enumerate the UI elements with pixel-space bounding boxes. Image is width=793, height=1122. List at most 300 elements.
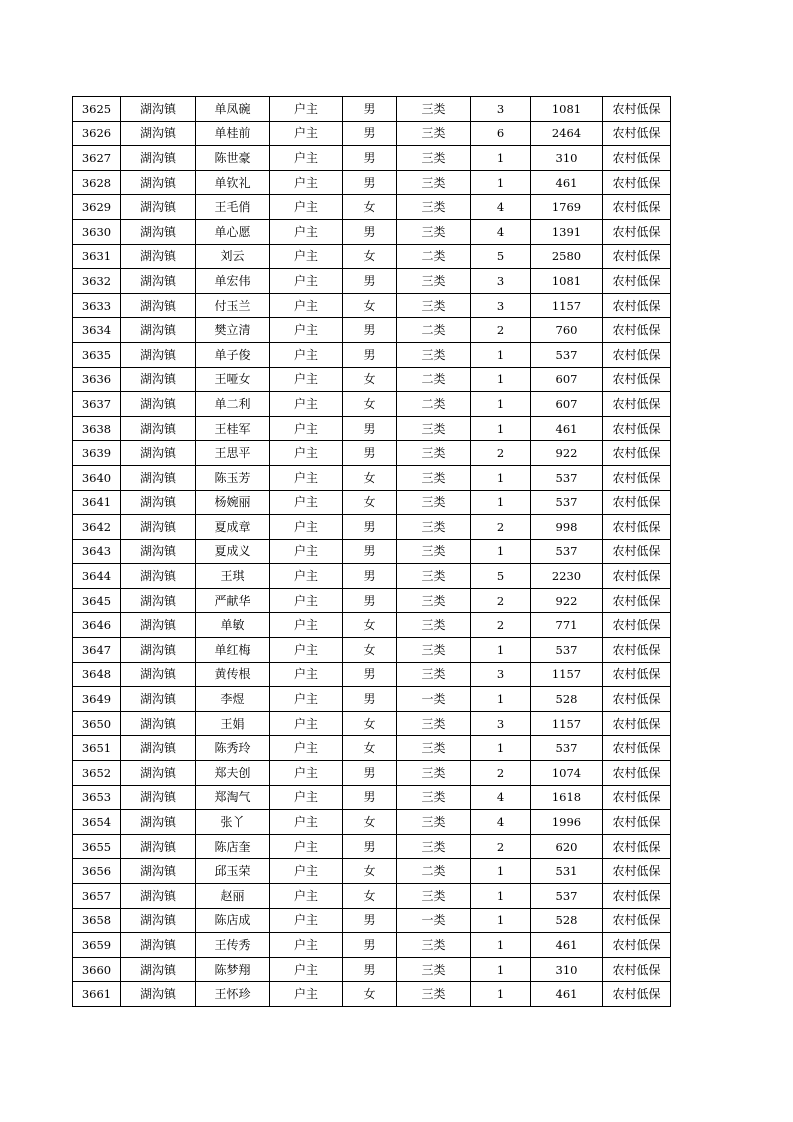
town-cell: 湖沟镇 <box>121 367 196 392</box>
amount-cell: 537 <box>531 490 603 515</box>
table-row <box>73 761 671 786</box>
gender-cell: 男 <box>343 687 397 712</box>
serial-number-cell: 3658 <box>73 908 121 933</box>
assistance-type-cell: 农村低保 <box>603 711 671 736</box>
household-size-cell: 1 <box>471 884 531 909</box>
household-size-cell: 5 <box>471 244 531 269</box>
assistance-type-cell: 农村低保 <box>603 195 671 220</box>
category-cell: 三类 <box>397 884 471 909</box>
gender-cell: 男 <box>343 342 397 367</box>
town-cell: 湖沟镇 <box>121 219 196 244</box>
assistance-type-cell: 农村低保 <box>603 490 671 515</box>
household-size-cell: 2 <box>471 441 531 466</box>
category-cell: 三类 <box>397 170 471 195</box>
household-size-cell: 1 <box>471 539 531 564</box>
name-cell: 郑淘气 <box>196 785 270 810</box>
assistance-type-cell: 农村低保 <box>603 441 671 466</box>
relation-cell: 户主 <box>270 982 343 1007</box>
amount-cell: 1081 <box>531 269 603 294</box>
town-cell: 湖沟镇 <box>121 146 196 171</box>
table-row <box>73 170 671 195</box>
serial-number-cell: 3657 <box>73 884 121 909</box>
amount-cell: 537 <box>531 539 603 564</box>
category-cell: 三类 <box>397 342 471 367</box>
town-cell: 湖沟镇 <box>121 416 196 441</box>
gender-cell: 女 <box>343 490 397 515</box>
assistance-type-cell: 农村低保 <box>603 146 671 171</box>
gender-cell: 男 <box>343 933 397 958</box>
amount-cell: 1618 <box>531 785 603 810</box>
assistance-type-cell: 农村低保 <box>603 269 671 294</box>
town-cell: 湖沟镇 <box>121 785 196 810</box>
assistance-type-cell: 农村低保 <box>603 539 671 564</box>
serial-number-cell: 3654 <box>73 810 121 835</box>
relation-cell: 户主 <box>270 957 343 982</box>
table-row <box>73 219 671 244</box>
town-cell: 湖沟镇 <box>121 884 196 909</box>
category-cell: 三类 <box>397 269 471 294</box>
relation-cell: 户主 <box>270 121 343 146</box>
household-size-cell: 1 <box>471 465 531 490</box>
household-size-cell: 2 <box>471 761 531 786</box>
amount-cell: 461 <box>531 982 603 1007</box>
serial-number-cell: 3655 <box>73 834 121 859</box>
category-cell: 三类 <box>397 416 471 441</box>
category-cell: 三类 <box>397 834 471 859</box>
category-cell: 三类 <box>397 490 471 515</box>
household-size-cell: 1 <box>471 490 531 515</box>
household-size-cell: 2 <box>471 588 531 613</box>
household-size-cell: 1 <box>471 736 531 761</box>
serial-number-cell: 3626 <box>73 121 121 146</box>
table-row <box>73 859 671 884</box>
assistance-type-cell: 农村低保 <box>603 908 671 933</box>
relation-cell: 户主 <box>270 97 343 122</box>
name-cell: 单桂前 <box>196 121 270 146</box>
relation-cell: 户主 <box>270 662 343 687</box>
serial-number-cell: 3661 <box>73 982 121 1007</box>
relation-cell: 户主 <box>270 170 343 195</box>
relation-cell: 户主 <box>270 613 343 638</box>
amount-cell: 1157 <box>531 293 603 318</box>
town-cell: 湖沟镇 <box>121 539 196 564</box>
household-size-cell: 1 <box>471 416 531 441</box>
gender-cell: 男 <box>343 957 397 982</box>
gender-cell: 女 <box>343 293 397 318</box>
table-row <box>73 834 671 859</box>
town-cell: 湖沟镇 <box>121 588 196 613</box>
gender-cell: 女 <box>343 465 397 490</box>
amount-cell: 2230 <box>531 564 603 589</box>
household-size-cell: 1 <box>471 367 531 392</box>
name-cell: 严献华 <box>196 588 270 613</box>
category-cell: 三类 <box>397 515 471 540</box>
name-cell: 王思平 <box>196 441 270 466</box>
gender-cell: 男 <box>343 219 397 244</box>
category-cell: 二类 <box>397 244 471 269</box>
relation-cell: 户主 <box>270 269 343 294</box>
relation-cell: 户主 <box>270 933 343 958</box>
serial-number-cell: 3653 <box>73 785 121 810</box>
table-row <box>73 613 671 638</box>
relation-cell: 户主 <box>270 465 343 490</box>
table-row <box>73 293 671 318</box>
assistance-type-cell: 农村低保 <box>603 810 671 835</box>
relation-cell: 户主 <box>270 392 343 417</box>
table-row <box>73 416 671 441</box>
gender-cell: 男 <box>343 121 397 146</box>
name-cell: 王琪 <box>196 564 270 589</box>
relation-cell: 户主 <box>270 146 343 171</box>
amount-cell: 1996 <box>531 810 603 835</box>
gender-cell: 男 <box>343 539 397 564</box>
gender-cell: 女 <box>343 244 397 269</box>
household-size-cell: 1 <box>471 638 531 663</box>
assistance-type-cell: 农村低保 <box>603 933 671 958</box>
household-size-cell: 1 <box>471 687 531 712</box>
assistance-type-cell: 农村低保 <box>603 121 671 146</box>
serial-number-cell: 3625 <box>73 97 121 122</box>
table-row <box>73 908 671 933</box>
category-cell: 一类 <box>397 908 471 933</box>
name-cell: 单子俊 <box>196 342 270 367</box>
name-cell: 王哑女 <box>196 367 270 392</box>
assistance-type-cell: 农村低保 <box>603 957 671 982</box>
town-cell: 湖沟镇 <box>121 957 196 982</box>
town-cell: 湖沟镇 <box>121 711 196 736</box>
amount-cell: 998 <box>531 515 603 540</box>
name-cell: 单心愿 <box>196 219 270 244</box>
amount-cell: 537 <box>531 884 603 909</box>
relation-cell: 户主 <box>270 810 343 835</box>
table-row <box>73 342 671 367</box>
gender-cell: 女 <box>343 884 397 909</box>
category-cell: 三类 <box>397 564 471 589</box>
table-row <box>73 638 671 663</box>
assistance-type-cell: 农村低保 <box>603 884 671 909</box>
town-cell: 湖沟镇 <box>121 982 196 1007</box>
household-size-cell: 3 <box>471 97 531 122</box>
town-cell: 湖沟镇 <box>121 293 196 318</box>
name-cell: 王娟 <box>196 711 270 736</box>
gender-cell: 男 <box>343 146 397 171</box>
gender-cell: 女 <box>343 810 397 835</box>
assistance-type-cell: 农村低保 <box>603 97 671 122</box>
relation-cell: 户主 <box>270 564 343 589</box>
assistance-type-cell: 农村低保 <box>603 982 671 1007</box>
name-cell: 赵丽 <box>196 884 270 909</box>
amount-cell: 461 <box>531 416 603 441</box>
serial-number-cell: 3645 <box>73 588 121 613</box>
relation-cell: 户主 <box>270 318 343 343</box>
town-cell: 湖沟镇 <box>121 490 196 515</box>
table-row <box>73 711 671 736</box>
gender-cell: 女 <box>343 859 397 884</box>
assistance-type-cell: 农村低保 <box>603 219 671 244</box>
assistance-type-cell: 农村低保 <box>603 367 671 392</box>
assistance-type-cell: 农村低保 <box>603 293 671 318</box>
serial-number-cell: 3636 <box>73 367 121 392</box>
amount-cell: 607 <box>531 367 603 392</box>
name-cell: 樊立清 <box>196 318 270 343</box>
town-cell: 湖沟镇 <box>121 441 196 466</box>
table-row <box>73 884 671 909</box>
category-cell: 三类 <box>397 465 471 490</box>
household-size-cell: 5 <box>471 564 531 589</box>
amount-cell: 310 <box>531 146 603 171</box>
town-cell: 湖沟镇 <box>121 761 196 786</box>
table-row <box>73 441 671 466</box>
category-cell: 二类 <box>397 318 471 343</box>
household-size-cell: 4 <box>471 195 531 220</box>
town-cell: 湖沟镇 <box>121 121 196 146</box>
town-cell: 湖沟镇 <box>121 392 196 417</box>
serial-number-cell: 3637 <box>73 392 121 417</box>
relation-cell: 户主 <box>270 588 343 613</box>
category-cell: 三类 <box>397 957 471 982</box>
gender-cell: 女 <box>343 638 397 663</box>
relation-cell: 户主 <box>270 859 343 884</box>
assistance-type-cell: 农村低保 <box>603 564 671 589</box>
town-cell: 湖沟镇 <box>121 564 196 589</box>
relation-cell: 户主 <box>270 884 343 909</box>
assistance-type-cell: 农村低保 <box>603 465 671 490</box>
amount-cell: 537 <box>531 736 603 761</box>
assistance-type-cell: 农村低保 <box>603 318 671 343</box>
household-size-cell: 1 <box>471 859 531 884</box>
assistance-type-cell: 农村低保 <box>603 416 671 441</box>
assistance-type-cell: 农村低保 <box>603 736 671 761</box>
relation-cell: 户主 <box>270 638 343 663</box>
table-row <box>73 564 671 589</box>
household-size-cell: 1 <box>471 957 531 982</box>
table-row <box>73 318 671 343</box>
name-cell: 邱玉荣 <box>196 859 270 884</box>
relation-cell: 户主 <box>270 761 343 786</box>
town-cell: 湖沟镇 <box>121 736 196 761</box>
amount-cell: 537 <box>531 342 603 367</box>
town-cell: 湖沟镇 <box>121 195 196 220</box>
serial-number-cell: 3642 <box>73 515 121 540</box>
name-cell: 单钦礼 <box>196 170 270 195</box>
gender-cell: 男 <box>343 588 397 613</box>
assistance-type-cell: 农村低保 <box>603 785 671 810</box>
household-size-cell: 6 <box>471 121 531 146</box>
name-cell: 单二利 <box>196 392 270 417</box>
serial-number-cell: 3627 <box>73 146 121 171</box>
table-row <box>73 465 671 490</box>
amount-cell: 461 <box>531 933 603 958</box>
amount-cell: 1074 <box>531 761 603 786</box>
relation-cell: 户主 <box>270 416 343 441</box>
table-row <box>73 588 671 613</box>
name-cell: 陈梦翔 <box>196 957 270 982</box>
gender-cell: 女 <box>343 367 397 392</box>
town-cell: 湖沟镇 <box>121 244 196 269</box>
category-cell: 三类 <box>397 195 471 220</box>
category-cell: 三类 <box>397 933 471 958</box>
town-cell: 湖沟镇 <box>121 662 196 687</box>
name-cell: 付玉兰 <box>196 293 270 318</box>
relation-cell: 户主 <box>270 244 343 269</box>
serial-number-cell: 3638 <box>73 416 121 441</box>
category-cell: 三类 <box>397 761 471 786</box>
amount-cell: 528 <box>531 908 603 933</box>
serial-number-cell: 3649 <box>73 687 121 712</box>
gender-cell: 男 <box>343 97 397 122</box>
household-size-cell: 3 <box>471 662 531 687</box>
serial-number-cell: 3648 <box>73 662 121 687</box>
category-cell: 三类 <box>397 441 471 466</box>
category-cell: 三类 <box>397 613 471 638</box>
serial-number-cell: 3632 <box>73 269 121 294</box>
household-size-cell: 1 <box>471 982 531 1007</box>
table-row <box>73 539 671 564</box>
serial-number-cell: 3656 <box>73 859 121 884</box>
household-size-cell: 3 <box>471 711 531 736</box>
category-cell: 三类 <box>397 711 471 736</box>
serial-number-cell: 3628 <box>73 170 121 195</box>
gender-cell: 男 <box>343 662 397 687</box>
serial-number-cell: 3659 <box>73 933 121 958</box>
serial-number-cell: 3644 <box>73 564 121 589</box>
gender-cell: 男 <box>343 908 397 933</box>
assistance-type-cell: 农村低保 <box>603 662 671 687</box>
household-size-cell: 1 <box>471 170 531 195</box>
table-row <box>73 515 671 540</box>
amount-cell: 1081 <box>531 97 603 122</box>
relation-cell: 户主 <box>270 441 343 466</box>
assistance-type-cell: 农村低保 <box>603 687 671 712</box>
gender-cell: 男 <box>343 441 397 466</box>
relation-cell: 户主 <box>270 539 343 564</box>
amount-cell: 310 <box>531 957 603 982</box>
household-size-cell: 3 <box>471 269 531 294</box>
name-cell: 夏成义 <box>196 539 270 564</box>
category-cell: 二类 <box>397 392 471 417</box>
name-cell: 王传秀 <box>196 933 270 958</box>
household-size-cell: 2 <box>471 613 531 638</box>
category-cell: 一类 <box>397 687 471 712</box>
gender-cell: 男 <box>343 170 397 195</box>
category-cell: 三类 <box>397 293 471 318</box>
gender-cell: 女 <box>343 711 397 736</box>
serial-number-cell: 3650 <box>73 711 121 736</box>
name-cell: 陈店奎 <box>196 834 270 859</box>
gender-cell: 男 <box>343 564 397 589</box>
name-cell: 张丫 <box>196 810 270 835</box>
category-cell: 二类 <box>397 367 471 392</box>
household-size-cell: 1 <box>471 908 531 933</box>
gender-cell: 男 <box>343 416 397 441</box>
household-size-cell: 1 <box>471 342 531 367</box>
assistance-type-cell: 农村低保 <box>603 244 671 269</box>
town-cell: 湖沟镇 <box>121 613 196 638</box>
household-size-cell: 1 <box>471 392 531 417</box>
assistance-type-cell: 农村低保 <box>603 859 671 884</box>
table-row <box>73 195 671 220</box>
amount-cell: 537 <box>531 638 603 663</box>
relation-cell: 户主 <box>270 490 343 515</box>
household-size-cell: 1 <box>471 933 531 958</box>
household-size-cell: 2 <box>471 515 531 540</box>
relation-cell: 户主 <box>270 711 343 736</box>
gender-cell: 女 <box>343 736 397 761</box>
name-cell: 单红梅 <box>196 638 270 663</box>
name-cell: 李煜 <box>196 687 270 712</box>
household-size-cell: 1 <box>471 146 531 171</box>
category-cell: 三类 <box>397 736 471 761</box>
amount-cell: 1157 <box>531 711 603 736</box>
serial-number-cell: 3646 <box>73 613 121 638</box>
amount-cell: 922 <box>531 441 603 466</box>
amount-cell: 461 <box>531 170 603 195</box>
household-size-cell: 4 <box>471 785 531 810</box>
name-cell: 王怀珍 <box>196 982 270 1007</box>
serial-number-cell: 3652 <box>73 761 121 786</box>
town-cell: 湖沟镇 <box>121 810 196 835</box>
category-cell: 二类 <box>397 859 471 884</box>
relation-cell: 户主 <box>270 515 343 540</box>
name-cell: 陈店成 <box>196 908 270 933</box>
town-cell: 湖沟镇 <box>121 97 196 122</box>
category-cell: 三类 <box>397 638 471 663</box>
amount-cell: 528 <box>531 687 603 712</box>
amount-cell: 771 <box>531 613 603 638</box>
town-cell: 湖沟镇 <box>121 318 196 343</box>
assistance-type-cell: 农村低保 <box>603 834 671 859</box>
town-cell: 湖沟镇 <box>121 342 196 367</box>
name-cell: 单宏伟 <box>196 269 270 294</box>
serial-number-cell: 3643 <box>73 539 121 564</box>
town-cell: 湖沟镇 <box>121 908 196 933</box>
relation-cell: 户主 <box>270 908 343 933</box>
relation-cell: 户主 <box>270 293 343 318</box>
table-row <box>73 121 671 146</box>
table-row <box>73 810 671 835</box>
name-cell: 杨婉丽 <box>196 490 270 515</box>
gender-cell: 女 <box>343 613 397 638</box>
gender-cell: 女 <box>343 982 397 1007</box>
amount-cell: 1391 <box>531 219 603 244</box>
name-cell: 王桂军 <box>196 416 270 441</box>
household-size-cell: 3 <box>471 293 531 318</box>
relation-cell: 户主 <box>270 834 343 859</box>
table-row <box>73 490 671 515</box>
table-row <box>73 785 671 810</box>
relation-cell: 户主 <box>270 195 343 220</box>
name-cell: 王毛俏 <box>196 195 270 220</box>
relation-cell: 户主 <box>270 219 343 244</box>
relation-cell: 户主 <box>270 736 343 761</box>
amount-cell: 537 <box>531 465 603 490</box>
category-cell: 三类 <box>397 121 471 146</box>
table-row <box>73 269 671 294</box>
assistance-type-cell: 农村低保 <box>603 515 671 540</box>
town-cell: 湖沟镇 <box>121 834 196 859</box>
gender-cell: 男 <box>343 785 397 810</box>
serial-number-cell: 3631 <box>73 244 121 269</box>
name-cell: 黄传根 <box>196 662 270 687</box>
name-cell: 刘云 <box>196 244 270 269</box>
assistance-type-cell: 农村低保 <box>603 613 671 638</box>
town-cell: 湖沟镇 <box>121 465 196 490</box>
serial-number-cell: 3660 <box>73 957 121 982</box>
data-table <box>72 96 671 1007</box>
amount-cell: 620 <box>531 834 603 859</box>
household-size-cell: 4 <box>471 219 531 244</box>
table-row <box>73 244 671 269</box>
